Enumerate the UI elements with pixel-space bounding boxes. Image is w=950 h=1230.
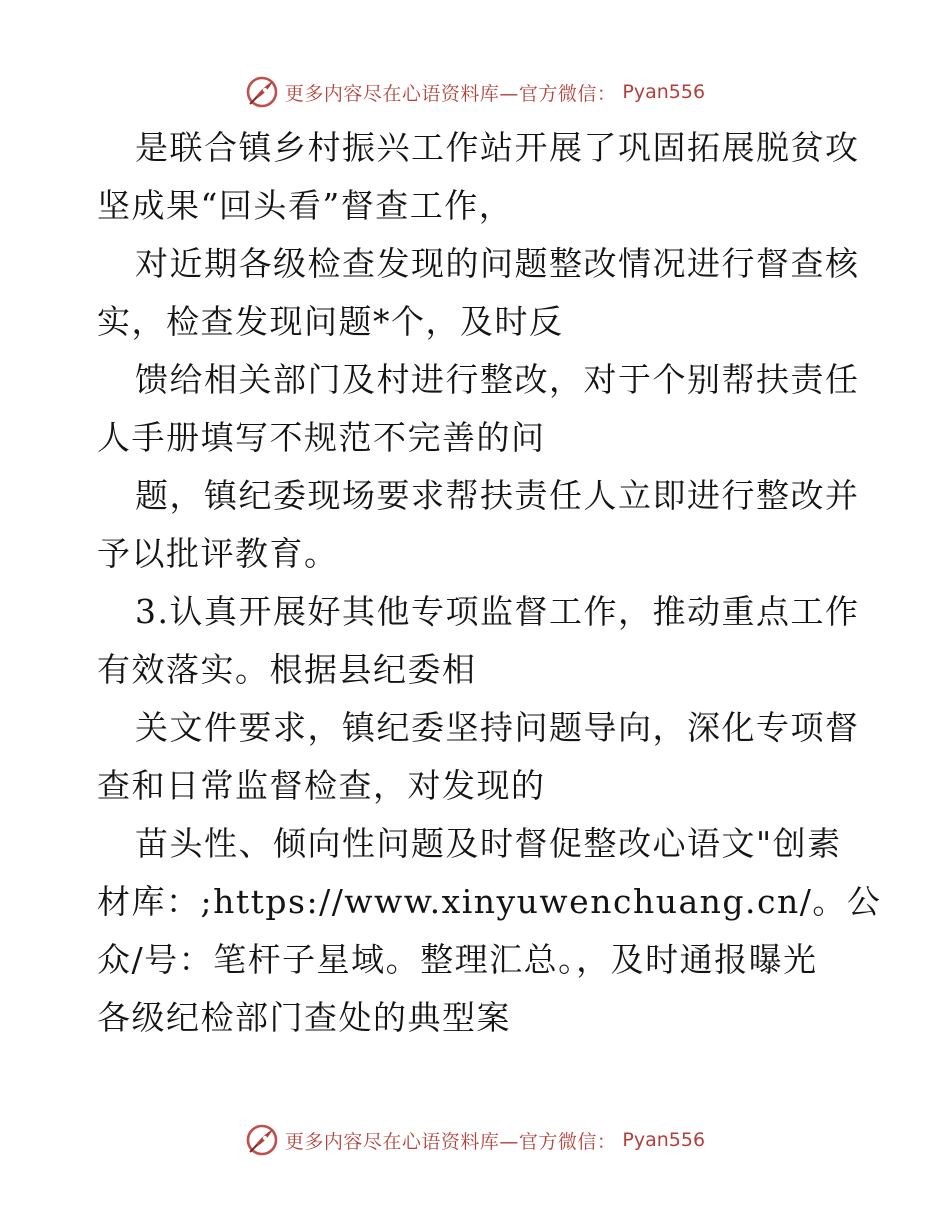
header-wechat-id: Pyan556: [622, 81, 706, 103]
page-footer: [0, 1118, 950, 1162]
paragraph-line: 查和日常监督检查，对发现的: [97, 766, 546, 805]
paragraph-line: 是联合镇乡村振兴工作站开展了巩固拓展脱贫攻: [135, 128, 860, 167]
paragraph-line: 苗头性、倾向性问题及时督促整改心语文"创素: [135, 824, 842, 863]
paragraph-line: 材库：;https://www.xinyuwenchuang.cn/。公: [97, 882, 882, 921]
footer-wechat-id: Pyan556: [622, 1129, 706, 1151]
paragraph-line: 实，检查发现问题*个，及时反: [97, 302, 564, 341]
paragraph-line: 人手册填写不规范不完善的问: [97, 418, 546, 457]
paragraph-line: 对近期各级检查发现的问题整改情况进行督查核: [135, 244, 860, 283]
paragraph-line: 予以批评教育。: [97, 534, 339, 573]
paragraph-line: 各级纪检部门查处的典型案: [97, 998, 511, 1037]
footer-brand-text: 更多内容尽在心语资料库—官方微信：: [284, 1130, 617, 1153]
paragraph-line: 3.认真开展好其他专项监督工作，推动重点工作: [135, 592, 860, 631]
paragraph-line: 关文件要求，镇纪委坚持问题导向，深化专项督: [135, 708, 860, 747]
paragraph-line: 众/号：笔杆子星域。整理汇总。，及时通报曝光: [97, 940, 818, 979]
paragraph-line: 题，镇纪委现场要求帮扶责任人立即进行整改并: [135, 476, 860, 515]
footer-brand: [245, 1123, 705, 1157]
paragraph-line: 馈给相关部门及村进行整改，对于个别帮扶责任: [135, 360, 860, 399]
quill-pen-logo-icon: [245, 75, 279, 109]
quill-pen-logo-icon: [245, 1123, 279, 1157]
page-header: [0, 70, 950, 114]
paragraph-line: 有效落实。根据县纪委相: [97, 650, 477, 689]
header-brand: [245, 75, 705, 109]
header-brand-text: 更多内容尽在心语资料库—官方微信：: [284, 82, 617, 105]
paragraph-line: 坚成果“回头看”督查工作，: [97, 186, 514, 225]
